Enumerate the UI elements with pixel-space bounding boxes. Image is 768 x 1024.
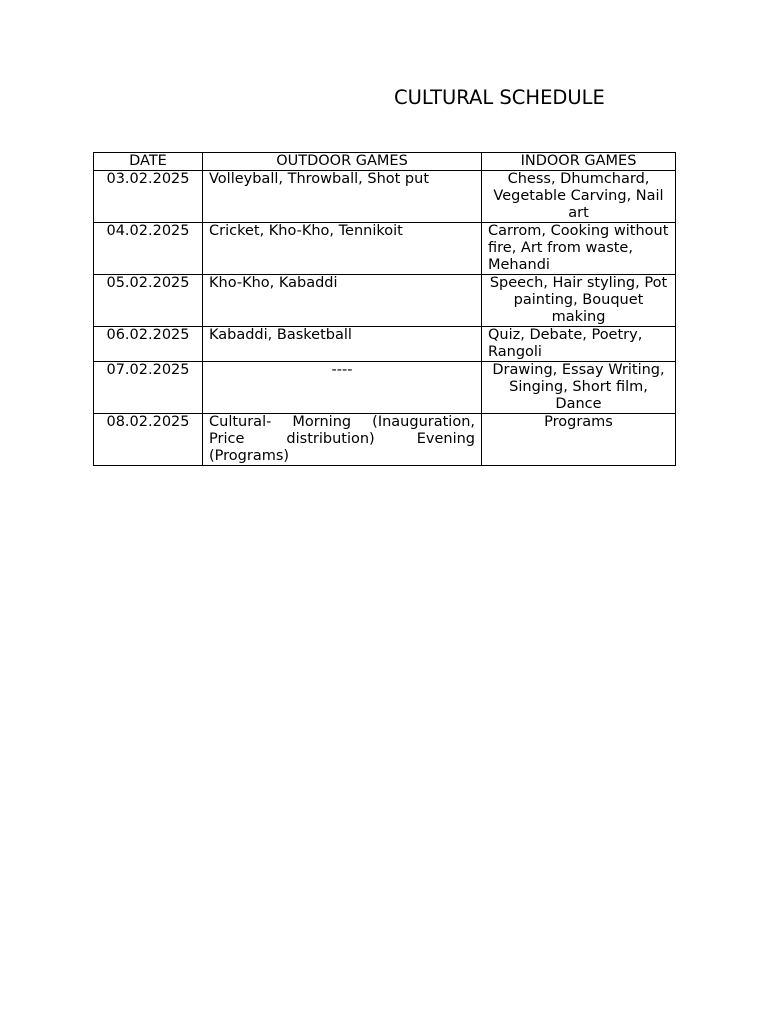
date-cell: 03.02.2025 [94,171,203,223]
table-row [94,171,676,223]
indoor-games-cell: Speech, Hair styling, Pot painting, Bouquet making [482,275,676,327]
indoor-games-cell: Chess, Dhumchard, Vegetable Carving, Nail art [482,171,676,223]
header-outdoor-games: OUTDOOR GAMES [203,153,482,171]
table-header-row [94,153,676,171]
table-row [94,327,676,362]
indoor-games-cell: Carrom, Cooking without fire, Art from waste, Mehandi [482,223,676,275]
schedule-table [93,152,676,466]
page-title: CULTURAL SCHEDULE [394,86,605,109]
outdoor-games-cell: Cultural- Morning (Inauguration, Price distribution) Evening (Programs) [203,414,482,466]
header-date: DATE [94,153,203,171]
indoor-games-cell: Programs [482,414,676,466]
date-cell: 07.02.2025 [94,362,203,414]
table-row [94,275,676,327]
indoor-games-cell: Drawing, Essay Writing, Singing, Short film, Dance [482,362,676,414]
outdoor-games-cell: Volleyball, Throwball, Shot put [203,171,482,223]
date-cell: 04.02.2025 [94,223,203,275]
date-cell: 06.02.2025 [94,327,203,362]
outdoor-games-cell: Kabaddi, Basketball [203,327,482,362]
outdoor-games-cell: ---- [203,362,482,414]
date-cell: 08.02.2025 [94,414,203,466]
table-row [94,362,676,414]
table-row [94,223,676,275]
outdoor-games-cell: Kho-Kho, Kabaddi [203,275,482,327]
header-indoor-games: INDOOR GAMES [482,153,676,171]
outdoor-games-cell: Cricket, Kho-Kho, Tennikoit [203,223,482,275]
indoor-games-cell: Quiz, Debate, Poetry, Rangoli [482,327,676,362]
date-cell: 05.02.2025 [94,275,203,327]
table-row [94,414,676,466]
